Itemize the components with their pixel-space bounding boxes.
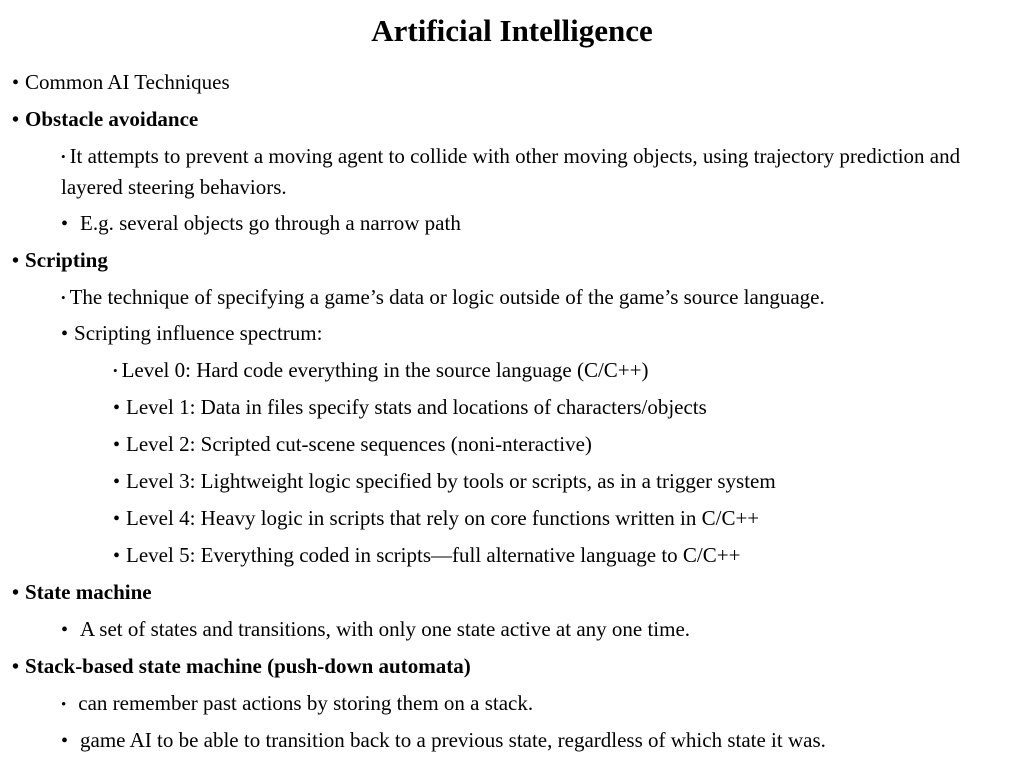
bullet-obstacle-avoidance xyxy=(12,104,198,135)
bullet-scripting-description xyxy=(61,282,825,313)
bullet-level-0 xyxy=(113,355,649,386)
bullet-text: Level 2: Scripted cut-scene sequences (noni-nteractive) xyxy=(126,432,592,456)
bullet-dot: • xyxy=(61,730,69,752)
bullet-dot: • xyxy=(113,397,121,419)
bullet-text: Common AI Techniques xyxy=(25,70,230,94)
bullet-dot: • xyxy=(61,697,67,713)
bullet-dot: • xyxy=(113,363,118,378)
bullet-level-4 xyxy=(113,503,759,534)
bullet-state-machine xyxy=(12,577,152,608)
bullet-dot: • xyxy=(61,213,69,235)
bullet-text: Scripting xyxy=(25,248,108,272)
bullet-text: A set of states and transitions, with only one state active at any one time. xyxy=(80,617,691,641)
bullet-text: game AI to be able to transition back to a previous state, regardless of which state it was. xyxy=(80,728,826,752)
bullet-dot: • xyxy=(61,323,69,345)
bullet-state-machine-description xyxy=(61,614,690,645)
bullet-text: State machine xyxy=(25,580,152,604)
bullet-common-ai-techniques xyxy=(12,67,230,98)
bullet-dot: • xyxy=(12,582,20,604)
bullet-text: The technique of specifying a game’s data or logic outside of the game’s source language. xyxy=(69,285,825,309)
bullet-level-1 xyxy=(113,392,707,423)
bullet-level-5 xyxy=(113,540,740,571)
bullet-dot: • xyxy=(113,508,121,530)
bullet-text: Stack-based state machine (push-down automata) xyxy=(25,654,471,678)
bullet-text: Scripting influence spectrum: xyxy=(74,321,323,345)
bullet-text: Level 5: Everything coded in scripts—full alternative language to C/C++ xyxy=(126,543,741,567)
bullet-level-2 xyxy=(113,429,592,460)
bullet-obstacle-example xyxy=(61,208,461,239)
bullet-dot: • xyxy=(113,434,121,456)
bullet-text: E.g. several objects go through a narrow path xyxy=(80,211,461,235)
bullet-dot: • xyxy=(12,72,20,94)
bullet-dot: • xyxy=(12,656,20,678)
bullet-scripting xyxy=(12,245,108,276)
bullet-dot: • xyxy=(113,545,121,567)
bullet-obstacle-description xyxy=(61,141,1016,202)
bullet-dot: • xyxy=(61,619,69,641)
bullet-text: can remember past actions by storing them on a stack. xyxy=(78,691,534,715)
bullet-text: Level 0: Hard code everything in the source language (C/C++) xyxy=(121,358,649,382)
bullet-dot: • xyxy=(113,471,121,493)
bullet-stack-based-state-machine xyxy=(12,651,471,682)
bullet-dot: • xyxy=(61,290,66,305)
bullet-text: Level 1: Data in files specify stats and locations of characters/objects xyxy=(126,395,707,419)
slide-title: Artificial Intelligence xyxy=(371,13,653,48)
bullet-dot: • xyxy=(61,149,66,164)
bullet-text: It attempts to prevent a moving agent to collide with other moving objects, using trajectory prediction and layered steering behaviors. xyxy=(61,144,961,199)
bullet-scripting-spectrum xyxy=(61,318,322,349)
bullet-text: Level 3: Lightweight logic specified by tools or scripts, as in a trigger system xyxy=(126,469,776,493)
bullet-stack-remember xyxy=(61,688,533,720)
bullet-stack-transition xyxy=(61,725,826,756)
bullet-level-3 xyxy=(113,466,776,497)
bullet-dot: • xyxy=(12,109,20,131)
bullet-dot: • xyxy=(12,250,20,272)
bullet-text: Obstacle avoidance xyxy=(25,107,199,131)
bullet-text: Level 4: Heavy logic in scripts that rely on core functions written in C/C++ xyxy=(126,506,760,530)
